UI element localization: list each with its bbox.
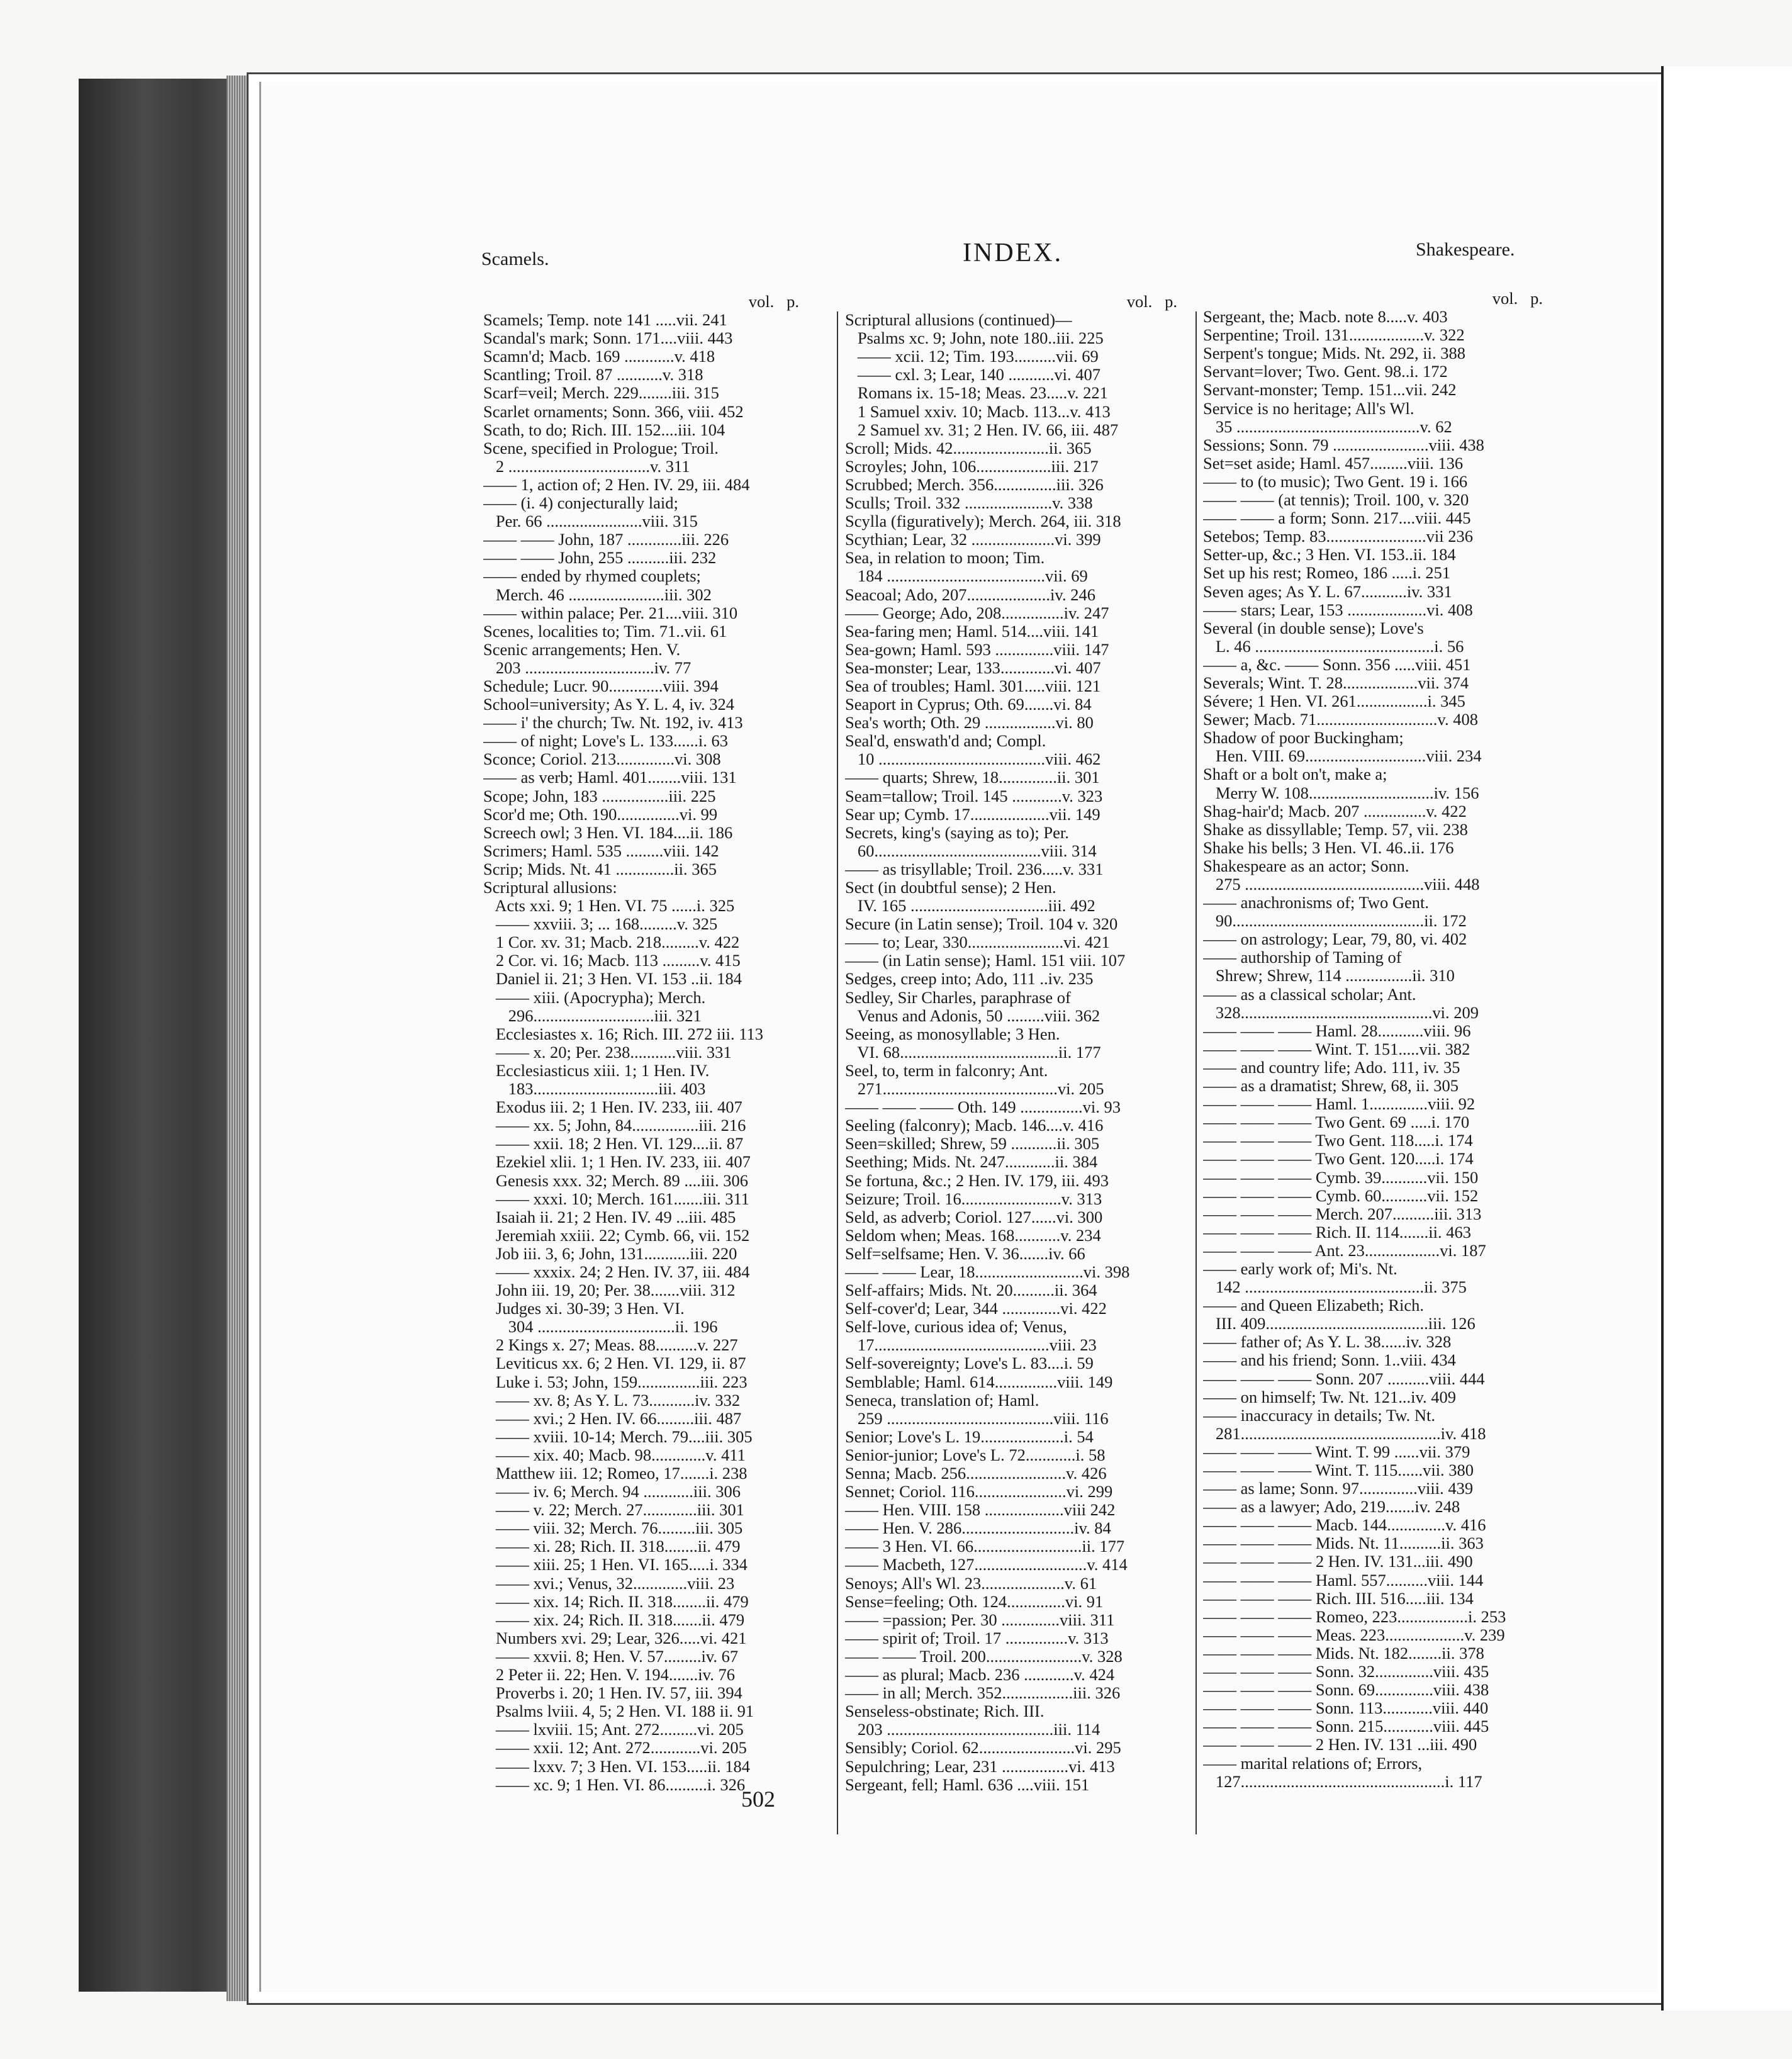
index-entry: —— xviii. 10-14; Merch. 79....iii. 305	[483, 1427, 753, 1446]
index-column-2	[845, 293, 1177, 1794]
index-entry: Servant-monster; Temp. 151...vii. 242	[1203, 381, 1457, 400]
index-entry: Set up his rest; Romeo, 186 .....i. 251	[1203, 564, 1451, 583]
index-entry: —— in all; Merch. 352.................iii. 326	[845, 1684, 1121, 1703]
index-entry: Sea, in relation to moon; Tim.	[845, 549, 1045, 568]
index-entry: 1 Samuel xxiv. 10; Macb. 113...v. 413	[845, 402, 1111, 421]
index-entry: Sedley, Sir Charles, paraphrase of	[845, 988, 1071, 1007]
index-entry: Secrets, king's (saying as to); Per.	[845, 823, 1069, 842]
column-heading: vol. p.	[1126, 293, 1177, 311]
index-entry: Sea-gown; Haml. 593 ..............viii. 147	[845, 640, 1109, 659]
index-entry: 328..............................................vi. 209	[1203, 1003, 1479, 1022]
index-entry: —— xc. 9; 1 Hen. VI. 86..........i. 326	[483, 1775, 746, 1794]
index-entry: Shake as dissyllable; Temp. 57, vii. 238	[1203, 820, 1468, 839]
index-entry: Scrimers; Haml. 535 .........viii. 142	[483, 841, 719, 860]
index-entry: —— (in Latin sense); Haml. 151 viii. 107	[845, 951, 1126, 970]
book-spine	[79, 79, 244, 1992]
index-entry: Scenic arrangements; Hen. V.	[483, 640, 681, 659]
index-entry: 2 Kings x. 27; Meas. 88..........v. 227	[483, 1336, 738, 1355]
index-entry: —— (i. 4) conjecturally laid;	[483, 494, 678, 513]
index-entry: —— on himself; Tw. Nt. 121...iv. 409	[1203, 1388, 1457, 1406]
index-entry: Scythian; Lear, 32 ....................vi. 399	[845, 530, 1101, 549]
index-entry: Scrip; Mids. Nt. 41 ..............ii. 365	[483, 860, 717, 878]
index-entry: —— on astrology; Lear, 79, 80, vi. 402	[1203, 930, 1467, 949]
index-entry: Sergeant, the; Macb. note 8.....v. 403	[1203, 308, 1448, 327]
index-entry: Daniel ii. 21; 3 Hen. VI. 153 ..ii. 184	[483, 970, 742, 989]
index-entry: 259 ........................................viii. 116	[845, 1409, 1109, 1428]
index-entry: —— —— John, 255 ..........iii. 232	[483, 549, 717, 568]
index-entry: Sconce; Coriol. 213..............vi. 308	[483, 750, 721, 769]
index-entry: 17..........................................viii. 23	[845, 1336, 1097, 1355]
index-entry: —— —— —— Sonn. 32..............viii. 435	[1203, 1663, 1489, 1681]
index-entry: —— Macbeth, 127...........................v. 414	[845, 1556, 1128, 1574]
index-entry: —— —— —— Rich. III. 516.....iii. 134	[1203, 1589, 1474, 1608]
index-entry: —— of night; Love's L. 133......i. 63	[483, 732, 728, 751]
index-entry: —— xix. 24; Rich. II. 318.......ii. 479	[483, 1610, 745, 1629]
index-entry: —— as trisyllable; Troil. 236.....v. 331	[845, 860, 1104, 878]
index-entry: Schedule; Lucr. 90.............viii. 394	[483, 676, 719, 695]
index-entry: —— xvi.; 2 Hen. IV. 66.........iii. 487	[483, 1409, 742, 1428]
index-entry: —— as verb; Haml. 401........viii. 131	[483, 768, 737, 787]
index-entry: Shag-hair'd; Macb. 207 ...............v. 422	[1203, 802, 1467, 821]
index-entry: Ecclesiasticus xiii. 1; 1 Hen. IV.	[483, 1061, 710, 1080]
index-entry: III. 409.......................................iii. 126	[1203, 1315, 1476, 1333]
index-entry: —— ended by rhymed couplets;	[483, 567, 701, 586]
index-entry: —— —— —— Haml. 28...........viii. 96	[1203, 1021, 1471, 1040]
index-entry: Scarf=veil; Merch. 229........iii. 315	[483, 384, 719, 403]
index-entry: —— v. 22; Merch. 27.............iii. 301	[483, 1501, 744, 1520]
index-entry: Severals; Wint. T. 28..................vii. 374	[1203, 673, 1469, 692]
index-entry: —— father of; As Y. L. 38......iv. 328	[1203, 1333, 1452, 1352]
index-entry: Isaiah ii. 21; 2 Hen. IV. 49 ...iii. 485	[483, 1208, 736, 1226]
index-entry: —— Hen. VIII. 158 ...................viii 242	[845, 1501, 1116, 1520]
index-entry: Seizure; Troil. 16........................v. 313	[845, 1189, 1102, 1208]
index-entry: Self-love, curious idea of; Venus,	[845, 1318, 1067, 1337]
index-entry: 2 Samuel xv. 31; 2 Hen. IV. 66, iii. 487	[845, 420, 1119, 439]
index-entry: 90..............................................ii. 172	[1203, 912, 1467, 931]
column-rule	[1196, 311, 1197, 1834]
index-entry: —— lxxv. 7; 3 Hen. VI. 153.....ii. 184	[483, 1757, 750, 1776]
index-entry: Judges xi. 30-39; 3 Hen. VI.	[483, 1299, 685, 1318]
index-entry: —— xix. 14; Rich. II. 318........ii. 479	[483, 1592, 749, 1611]
index-entry: —— xxxix. 24; 2 Hen. IV. 37, iii. 484	[483, 1262, 750, 1281]
index-entry: —— 3 Hen. VI. 66..........................ii. 177	[845, 1537, 1125, 1556]
index-entry: Screech owl; 3 Hen. VI. 184....ii. 186	[483, 823, 733, 842]
index-entry: Genesis xxx. 32; Merch. 89 ....iii. 306	[483, 1171, 749, 1190]
index-entry: —— xxvii. 8; Hen. V. 57.........iv. 67	[483, 1647, 739, 1666]
index-entry: Jeremiah xxiii. 22; Cymb. 66, vii. 152	[483, 1226, 750, 1245]
index-entry: Numbers xvi. 29; Lear, 326.....vi. 421	[483, 1629, 747, 1647]
index-entry: Seam=tallow; Troil. 145 ............v. 323	[845, 787, 1103, 805]
index-entry: —— —— —— Cymb. 60...........vii. 152	[1203, 1186, 1479, 1205]
index-entry: 281................................................iv. 418	[1203, 1424, 1486, 1443]
page-number: 502	[741, 1787, 775, 1812]
index-entry: Se fortuna, &c.; 2 Hen. IV. 179, iii. 493	[845, 1171, 1109, 1190]
index-entry: L. 46 ...........................................i. 56	[1203, 637, 1464, 656]
index-entry: Hen. VIII. 69.............................viii. 234	[1203, 747, 1482, 766]
index-entry: —— as a classical scholar; Ant.	[1203, 985, 1416, 1004]
index-entry: —— anachronisms of; Two Gent.	[1203, 894, 1430, 912]
index-entry: Seaport in Cyprus; Oth. 69.......vi. 84	[845, 695, 1092, 714]
page-title: INDEX.	[963, 238, 1063, 267]
index-entry: —— —— —— Cymb. 39...........vii. 150	[1203, 1168, 1479, 1187]
index-entry: —— xix. 40; Macb. 98.............v. 411	[483, 1445, 746, 1464]
index-entry: —— —— —— Rich. II. 114.......ii. 463	[1203, 1223, 1471, 1242]
index-entry: Several (in double sense); Love's	[1203, 619, 1424, 637]
index-entry: —— xi. 28; Rich. II. 318........ii. 479	[483, 1537, 741, 1556]
index-entry: Exodus iii. 2; 1 Hen. IV. 233, iii. 407	[483, 1098, 742, 1117]
index-entry: Sensibly; Coriol. 62.......................vi. 295	[845, 1739, 1121, 1758]
index-entry: —— early work of; Mi's. Nt.	[1203, 1259, 1397, 1278]
index-entry: —— —— —— 2 Hen. IV. 131 ...iii. 490	[1203, 1736, 1477, 1754]
index-entry: —— —— —— Romeo, 223.................i. 253	[1203, 1607, 1506, 1626]
index-entry: Sewer; Macb. 71.............................v. 408	[1203, 710, 1478, 729]
index-entry: Sepulchring; Lear, 231 ................vi. 413	[845, 1757, 1115, 1776]
index-entry: —— to; Lear, 330.......................vi. 421	[845, 933, 1110, 952]
index-entry: Seething; Mids. Nt. 247............ii. 384	[845, 1153, 1098, 1172]
index-entry: —— George; Ado, 208...............iv. 247	[845, 603, 1109, 622]
index-entry: —— stars; Lear, 153 ...................vi. 408	[1203, 600, 1473, 619]
index-entry: Shaft or a bolt on't, make a;	[1203, 765, 1387, 784]
index-entry: 2 Cor. vi. 16; Macb. 113 .........v. 415	[483, 951, 741, 970]
index-entry: 271..........................................vi. 205	[845, 1080, 1104, 1099]
index-entry: Seal'd, enswath'd and; Compl.	[845, 732, 1046, 751]
index-column-3	[1203, 289, 1543, 1791]
adjacent-page	[1661, 66, 1792, 2011]
index-entry: Ezekiel xlii. 1; 1 Hen. IV. 233, iii. 407	[483, 1153, 751, 1172]
index-entry: Scroyles; John, 106..................iii. 217	[845, 457, 1099, 476]
index-entry: —— —— —— Wint. T. 99 ......vii. 379	[1203, 1442, 1470, 1461]
running-head-left: Scamels.	[481, 249, 549, 269]
index-entry: —— quarts; Shrew, 18..............ii. 301	[845, 768, 1100, 787]
index-entry: —— xx. 5; John, 84................iii. 216	[483, 1116, 746, 1135]
index-entry: Psalms xc. 9; John, note 180..iii. 225	[845, 329, 1104, 348]
index-entry: Set=set aside; Haml. 457.........viii. 136	[1203, 454, 1464, 473]
index-entry: —— a, &c. —— Sonn. 356 .....viii. 451	[1203, 655, 1471, 674]
index-entry: Scrubbed; Merch. 356...............iii. 326	[845, 475, 1104, 494]
index-entry: Sea-faring men; Haml. 514....viii. 141	[845, 622, 1099, 641]
index-entry: —— —— —— Two Gent. 120.....i. 174	[1203, 1150, 1474, 1169]
index-entry: —— —— —— Macb. 144..............v. 416	[1203, 1516, 1486, 1535]
index-entry: Seacoal; Ado, 207....................iv. 246	[845, 585, 1095, 604]
index-entry: 203 ........................................iii. 114	[845, 1720, 1100, 1739]
index-entry: —— xiii. 25; 1 Hen. VI. 165.....i. 334	[483, 1556, 748, 1574]
index-entry: Shadow of poor Buckingham;	[1203, 729, 1404, 748]
index-entry: —— xvi.; Venus, 32.............viii. 23	[483, 1574, 735, 1593]
column-heading: vol. p.	[748, 293, 799, 311]
index-entry: 2 ..................................v. 311	[483, 457, 690, 476]
index-entry: 2 Peter ii. 22; Hen. V. 194.......iv. 76	[483, 1666, 735, 1685]
index-entry: Servant=lover; Two. Gent. 98..i. 172	[1203, 362, 1448, 381]
index-entry: —— —— John, 187 .............iii. 226	[483, 530, 729, 549]
index-entry: —— —— Lear, 18..........................vi. 398	[845, 1262, 1130, 1281]
column-heading: vol. p.	[1492, 289, 1543, 308]
index-entry: Senior-junior; Love's L. 72............i. 58	[845, 1445, 1106, 1464]
index-entry: —— within palace; Per. 21....viii. 310	[483, 603, 738, 622]
index-entry: Self-affairs; Mids. Nt. 20..........ii. 364	[845, 1281, 1097, 1300]
index-entry: Scamn'd; Macb. 169 ............v. 418	[483, 347, 715, 366]
running-head-right: Shakespeare.	[1416, 239, 1515, 260]
index-entry: Proverbs i. 20; 1 Hen. IV. 57, iii. 394	[483, 1684, 742, 1703]
index-entry: —— cxl. 3; Lear, 140 ...........vi. 407	[845, 366, 1100, 384]
index-entry: Luke i. 53; John, 159...............iii. 223	[483, 1372, 748, 1391]
index-entry: Shake his bells; 3 Hen. VI. 46..ii. 176	[1203, 838, 1454, 857]
index-entry: Scandal's mark; Sonn. 171....viii. 443	[483, 329, 733, 348]
index-entry: —— —— —— Sonn. 69..............viii. 438	[1203, 1681, 1489, 1700]
index-entry: —— —— —— Sonn. 215............viii. 445	[1203, 1717, 1489, 1736]
index-entry: Sense=feeling; Oth. 124..............vi. 91	[845, 1592, 1104, 1611]
index-entry: 183..............................iii. 403	[483, 1080, 706, 1099]
index-entry: —— —— —— Ant. 23..................vi. 187	[1203, 1241, 1486, 1260]
index-entry: Sect (in doubtful sense); 2 Hen.	[845, 878, 1056, 897]
index-entry: —— as a lawyer; Ado, 219.......iv. 248	[1203, 1498, 1460, 1517]
index-entry: Seeling (falconry); Macb. 146....v. 416	[845, 1116, 1104, 1135]
index-entry: Scene, specified in Prologue; Troil.	[483, 439, 719, 457]
index-entry: 35 ............................................v. 62	[1203, 417, 1452, 436]
index-entry: —— i' the church; Tw. Nt. 192, iv. 413	[483, 714, 743, 732]
index-entry: Semblable; Haml. 614...............viii. 149	[845, 1372, 1113, 1391]
index-entry: —— —— —— Two Gent. 69 .....i. 170	[1203, 1113, 1470, 1132]
index-entry: —— —— —— Wint. T. 151.....vii. 382	[1203, 1040, 1470, 1058]
index-entry: —— lxviii. 15; Ant. 272.........vi. 205	[483, 1720, 744, 1739]
index-entry: School=university; As Y. L. 4, iv. 324	[483, 695, 734, 714]
index-entry: Seen=skilled; Shrew, 59 ...........ii. 305	[845, 1135, 1100, 1153]
index-entry: —— inaccuracy in details; Tw. Nt.	[1203, 1406, 1436, 1425]
index-entry: —— —— —— Sonn. 207 ..........viii. 444	[1203, 1369, 1485, 1388]
index-entry: —— —— —— Two Gent. 118.....i. 174	[1203, 1131, 1473, 1150]
index-entry: 296.............................iii. 321	[483, 1006, 702, 1025]
index-entry: Shrew; Shrew, 114 ................ii. 310	[1203, 967, 1455, 985]
index-entry: —— spirit of; Troil. 17 ...............v. 313	[845, 1629, 1109, 1647]
index-entry: —— xxviii. 3; ... 168.........v. 325	[483, 915, 718, 934]
index-entry: Sea-monster; Lear, 133.............vi. 407	[845, 658, 1101, 677]
index-entry: 142 ...........................................ii. 375	[1203, 1278, 1467, 1297]
index-entry: —— iv. 6; Merch. 94 ............iii. 306	[483, 1483, 741, 1501]
index-entry: Seel, to, term in falconry; Ant.	[845, 1061, 1048, 1080]
index-entry: Service is no heritage; All's Wl.	[1203, 399, 1414, 418]
index-entry: Scarlet ornaments; Sonn. 366, viii. 452	[483, 402, 744, 421]
index-entry: Shakespeare as an actor; Sonn.	[1203, 856, 1409, 875]
index-entry: Serpentine; Troil. 131..................v. 322	[1203, 326, 1465, 345]
index-entry: Seven ages; As Y. L. 67...........iv. 331	[1203, 582, 1452, 601]
index-entry: Senseless-obstinate; Rich. III.	[845, 1702, 1044, 1721]
index-entry: 60........................................viii. 314	[845, 841, 1097, 860]
index-entry: VI. 68......................................ii. 177	[845, 1043, 1101, 1062]
index-entry: 304 .................................ii. 196	[483, 1318, 718, 1337]
index-entry: —— —— —— Haml. 1..............viii. 92	[1203, 1095, 1476, 1114]
index-entry: Sear up; Cymb. 17...................vii. 149	[845, 805, 1100, 824]
index-entry: —— 1, action of; 2 Hen. IV. 29, iii. 484	[483, 475, 750, 494]
index-entry: 127.................................................i. 117	[1203, 1772, 1482, 1791]
index-entry: Seld, as adverb; Coriol. 127......vi. 300	[845, 1208, 1103, 1226]
index-entry: 10 ........................................viii. 462	[845, 750, 1101, 769]
index-entry: Matthew iii. 12; Romeo, 17.......i. 238	[483, 1464, 748, 1483]
index-entry: Acts xxi. 9; 1 Hen. VI. 75 ......i. 325	[483, 897, 735, 916]
index-entry: —— as plural; Macb. 236 ............v. 424	[845, 1666, 1115, 1685]
index-entry: —— Hen. V. 286...........................iv. 84	[845, 1519, 1111, 1538]
index-entry: Scor'd me; Oth. 190...............vi. 99	[483, 805, 718, 824]
index-entry: Sculls; Troil. 332 .....................v. 338	[845, 494, 1093, 513]
index-entry: Sergeant, fell; Haml. 636 ....viii. 151	[845, 1775, 1090, 1794]
index-entry: —— —— (at tennis); Troil. 100, v. 320	[1203, 491, 1469, 510]
index-entry: —— —— —— Sonn. 113............viii. 440	[1203, 1699, 1489, 1718]
index-entry: —— —— —— Wint. T. 115......vii. 380	[1203, 1461, 1474, 1479]
index-entry: Sea's worth; Oth. 29 .................vi. 80	[845, 714, 1094, 732]
index-entry: Ecclesiastes x. 16; Rich. III. 272 iii. 113	[483, 1024, 764, 1043]
index-entry: —— xxxi. 10; Merch. 161.......iii. 311	[483, 1189, 749, 1208]
index-entry: Scroll; Mids. 42.......................ii. 365	[845, 439, 1092, 457]
index-entry: Scope; John, 183 ................iii. 225	[483, 787, 716, 805]
index-entry: Senior; Love's L. 19....................i. 54	[845, 1427, 1094, 1446]
index-entry: —— xcii. 12; Tim. 193..........vii. 69	[845, 347, 1099, 366]
index-entry: —— to (to music); Two Gent. 19 i. 166	[1203, 472, 1468, 491]
index-entry: 1 Cor. xv. 31; Macb. 218.........v. 422	[483, 933, 740, 952]
index-entry: Sea of troubles; Haml. 301.....viii. 121	[845, 676, 1101, 695]
index-entry: IV. 165 .................................iii. 492	[845, 897, 1095, 916]
index-entry: Seneca, translation of; Haml.	[845, 1391, 1039, 1410]
index-entry: Sévere; 1 Hen. VI. 261.................i. 345	[1203, 692, 1465, 711]
index-entry: Psalms lviii. 4, 5; 2 Hen. VI. 188 ii. 91	[483, 1702, 754, 1721]
index-entry: —— as lame; Sonn. 97..............viii. 439	[1203, 1479, 1474, 1498]
index-entry: Seldom when; Meas. 168...........v. 234	[845, 1226, 1101, 1245]
index-entry: —— —— —— Mids. Nt. 182........ii. 378	[1203, 1644, 1484, 1663]
index-entry: Secure (in Latin sense); Troil. 104 v. 320	[845, 915, 1118, 934]
index-entry: Job iii. 3, 6; John, 131...........iii. 220	[483, 1244, 737, 1263]
index-entry: —— viii. 32; Merch. 76.........iii. 305	[483, 1519, 743, 1538]
index-entry: —— —— —— Mids. Nt. 11..........ii. 363	[1203, 1534, 1484, 1553]
index-entry: 203 ...............................iv. 77	[483, 658, 692, 677]
index-entry: Per. 66 .......................viii. 315	[483, 512, 698, 531]
index-entry: Venus and Adonis, 50 .........viii. 362	[845, 1006, 1100, 1025]
index-entry: —— —— Troil. 200.......................v. 328	[845, 1647, 1123, 1666]
index-entry: Scylla (figuratively); Merch. 264, iii. 318	[845, 512, 1121, 531]
index-entry: —— =passion; Per. 30 ..............viii. 311	[845, 1610, 1115, 1629]
index-entry: 184 ......................................vii. 69	[845, 567, 1088, 586]
index-entry: 275 ...........................................viii. 448	[1203, 875, 1480, 894]
index-entry: Leviticus xx. 6; 2 Hen. VI. 129, ii. 87	[483, 1354, 746, 1373]
index-entry: Senna; Macb. 256........................v. 426	[845, 1464, 1107, 1483]
index-column-1	[483, 293, 799, 1794]
index-entry: Self-cover'd; Lear, 344 ..............vi. 422	[845, 1299, 1107, 1318]
index-entry: Scantling; Troil. 87 ...........v. 318	[483, 366, 703, 384]
index-entry: Sessions; Sonn. 79 .......................viii. 438	[1203, 435, 1484, 454]
index-entry: —— —— —— Meas. 223...................v. 239	[1203, 1625, 1505, 1644]
index-entry: Self=selfsame; Hen. V. 36.......iv. 66	[845, 1244, 1085, 1263]
index-entry: —— xv. 8; As Y. L. 73...........iv. 332	[483, 1391, 741, 1410]
index-entry: Serpent's tongue; Mids. Nt. 292, ii. 388	[1203, 344, 1465, 363]
index-entry: —— and country life; Ado. 111, iv. 35	[1203, 1058, 1460, 1077]
index-entry: John iii. 19, 20; Per. 38.......viii. 312	[483, 1281, 736, 1300]
index-entry: Sennet; Coriol. 116......................vi. 299	[845, 1483, 1113, 1501]
index-entry: Merry W. 108..............................iv. 156	[1203, 783, 1479, 802]
index-entry: Self-sovereignty; Love's L. 83....i. 59	[845, 1354, 1094, 1373]
index-entry: —— —— —— Merch. 207..........iii. 313	[1203, 1204, 1482, 1223]
index-entry: —— and Queen Elizabeth; Rich.	[1203, 1296, 1425, 1315]
index-entry: Senoys; All's Wl. 23....................v. 61	[845, 1574, 1097, 1593]
index-entry: —— —— —— Oth. 149 ...............vi. 93	[845, 1098, 1121, 1117]
index-entry: —— —— a form; Sonn. 217....viii. 445	[1203, 509, 1471, 528]
column-rule	[837, 311, 838, 1834]
index-entry: Merch. 46 .......................iii. 302	[483, 585, 712, 604]
index-entry: —— x. 20; Per. 238...........viii. 331	[483, 1043, 732, 1062]
index-entry: —— and his friend; Sonn. 1..viii. 434	[1203, 1351, 1456, 1370]
index-entry: Scriptural allusions:	[483, 878, 617, 897]
index-entry: Scamels; Temp. note 141 .....vii. 241	[483, 311, 727, 330]
index-entry: Scriptural allusions (continued)—	[845, 311, 1072, 330]
index-entry: —— xiii. (Apocrypha); Merch.	[483, 988, 706, 1007]
index-entry: Scenes, localities to; Tim. 71..vii. 61	[483, 622, 727, 641]
index-entry: Scath, to do; Rich. III. 152....iii. 104	[483, 420, 725, 439]
index-entry: Seeing, as monosyllable; 3 Hen.	[845, 1024, 1060, 1043]
index-entry: —— —— —— 2 Hen. IV. 131...iii. 490	[1203, 1552, 1473, 1571]
index-entry: —— xxii. 12; Ant. 272............vi. 205	[483, 1739, 747, 1758]
index-entry: Setter-up, &c.; 3 Hen. VI. 153..ii. 184	[1203, 546, 1456, 564]
index-entry: Romans ix. 15-18; Meas. 23.....v. 221	[845, 384, 1108, 403]
index-entry: —— authorship of Taming of	[1203, 948, 1402, 967]
index-entry: —— as a dramatist; Shrew, 68, ii. 305	[1203, 1077, 1459, 1096]
index-entry: Sedges, creep into; Ado, 111 ..iv. 235	[845, 970, 1094, 989]
index-entry: —— —— —— Haml. 557..........viii. 144	[1203, 1571, 1484, 1590]
index-entry: —— marital relations of; Errors,	[1203, 1754, 1423, 1773]
index-entry: —— xxii. 18; 2 Hen. VI. 129....ii. 87	[483, 1135, 744, 1153]
index-entry: Setebos; Temp. 83........................vii 236	[1203, 527, 1474, 546]
